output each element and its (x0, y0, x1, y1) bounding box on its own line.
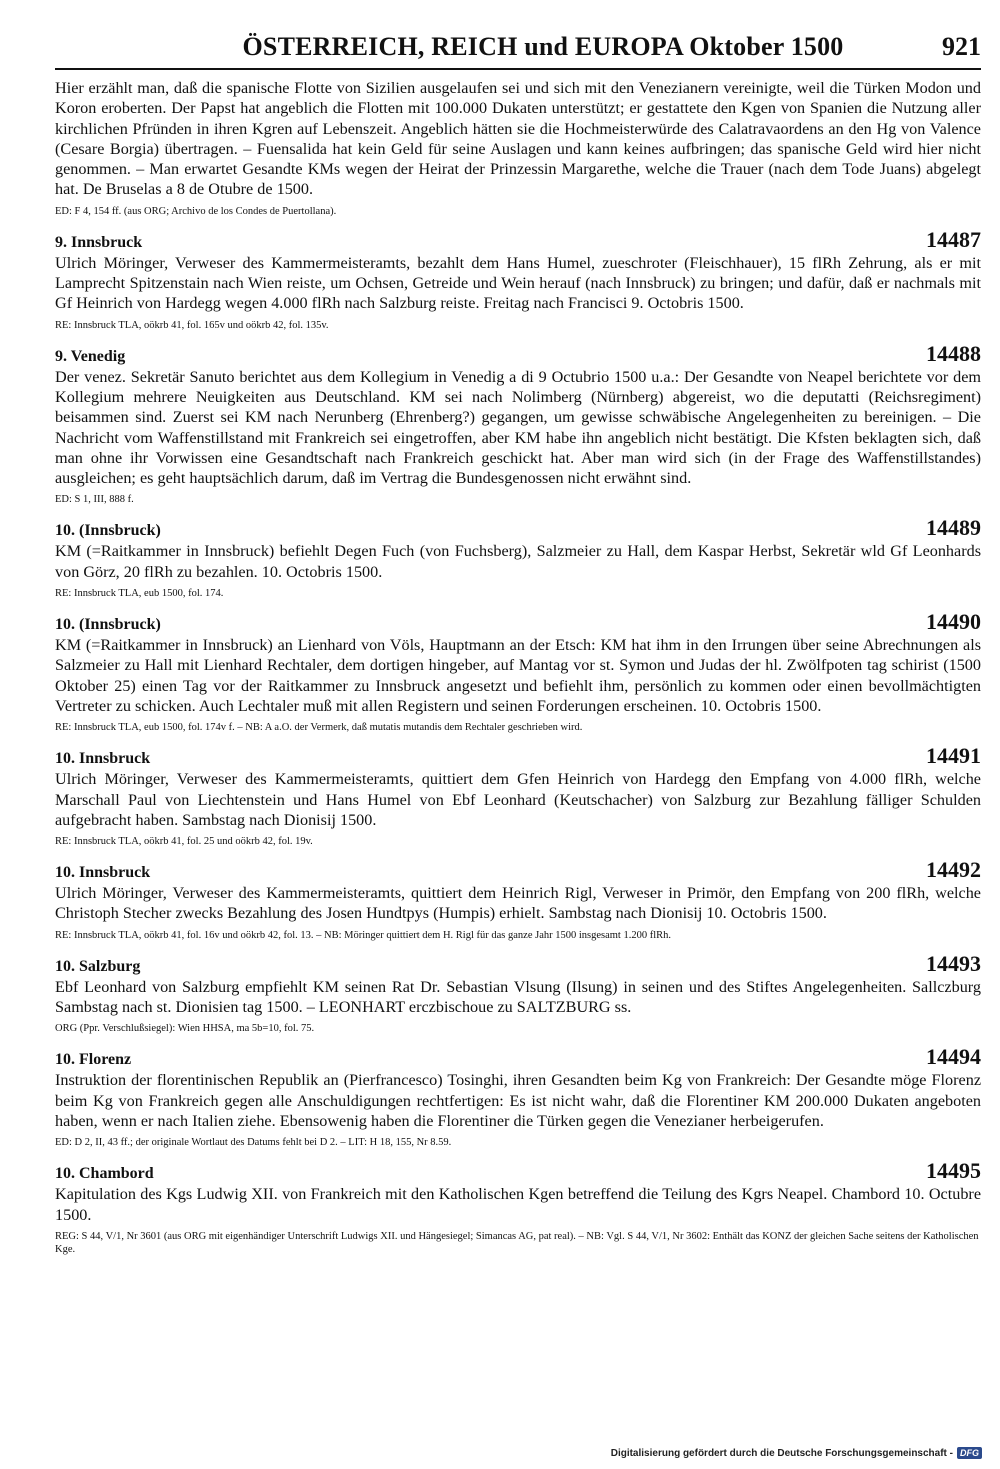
entry-head (55, 1044, 981, 1070)
entry-14491 (55, 743, 981, 848)
entry-place: 10. Salzburg (55, 957, 141, 975)
running-head (55, 32, 981, 70)
entry-text: Ulrich Möringer, Verweser des Kammermeisteramts, quittiert dem Gfen Heinrich von Hardegg den Empfang von 4.000 flRh, welche Marschall Paul von Liechtenstein und Hans Humel von Ebf Leonhard (Keutschacher) von Salzburg zur Bezahlung fälliger Schulden aufgebracht haben. Sambstag nach Dionisij 1500. (55, 770, 981, 829)
entry-14494 (55, 1044, 981, 1149)
entry-head (55, 743, 981, 769)
footer-credit (611, 1447, 982, 1459)
intro-text: Hier erzählt man, daß die spanische Flotte von Sizilien ausgelaufen sei und sich mit den Venezianern vereinigte, weil die Türken Modon und Koron eroberten. Der Papst hat angeblich die Flotten mit 100.000 Dukaten unterstützt; er gestattete den Kgen von Spanien die Nutzung aller kirchlichen Pfründen in ihren Kgren auf Lebenszeit. Angeblich hätten sie die Hochmeisterwürde des Calatravaordens an den Hg von Valence (Cesare Borgia) übertragen. – Fuensalida hat kein Geld für seine Auslagen und kann keines aufbringen; das spanische Geld wird hier nicht genommen. – Man erwartet Gesandte KMs wegen der Heirat der Prinzessin Margarethe, welche die Trauer (nach dem Tode Juans) abgelegt hat. De Bruselas a 8 de Otubre de 1500. (55, 79, 981, 199)
entry-14493 (55, 950, 981, 1036)
entry-place: 10. (Innsbruck) (55, 522, 161, 540)
entry-place: 10. Innsbruck (55, 864, 151, 882)
entry-text: Kapitulation des Kgs Ludwig XII. von Frankreich mit den Katholischen Kgen betreffend die Teilung des Kgrs Neapel. Chambord 10. Octubre 1500. (55, 1185, 981, 1224)
page-number: 921 (942, 32, 981, 61)
entry-source: RE: Innsbruck TLA, oökrb 41, fol. 165v und oökrb 42, fol. 135v. (55, 319, 329, 331)
entry-text: Instruktion der florentinischen Republik an (Pierfrancesco) Tosinghi, ihren Gesandten beim Kg von Frankreich: Der Gesandte möge Florenz beim Kg von Frankreich gegen alle Anschuldigungen rechtfertigen: Es ist nicht wahr, daß die Florentiner KM 200.000 Dukaten angeboten haben, wenn er nach Italien ziehe. Ebensowenig haben die Florentiner die Türken gegen die Venezianer herbeigerufen. (55, 1071, 981, 1130)
entry-14490 (55, 609, 981, 734)
entry-source: RE: Innsbruck TLA, eub 1500, fol. 174. (55, 588, 224, 600)
entry-source: REG: S 44, V/1, Nr 3601 (aus ORG mit eigenhändiger Unterschrift Ludwigs XII. und Hängesiegel; Simancas AG, pat real). – NB: Vgl. S 44, V/1, Nr 3602: Enthält das KONZ der gleichen Sache seitens der Katholischen Kge. (55, 1230, 979, 1255)
entry-place: 9. Innsbruck (55, 233, 143, 251)
entry-number: 14495 (926, 1158, 981, 1184)
entry-number: 14487 (926, 226, 981, 252)
entry-head (55, 609, 981, 635)
footer-text: Digitalisierung gefördert durch die Deutsche Forschungsgemeinschaft - (610, 1447, 953, 1459)
entry-14488 (55, 340, 981, 507)
document-page (55, 32, 981, 1256)
entry-text: Ulrich Möringer, Verweser des Kammermeisteramts, bezahlt dem Hans Humel, zueschroter (Fleischhauer), 15 flRh Zehrung, als er mit Lamprecht Spitzenstain nach Wien reiste, um Ochsen, Getreide und Wein herauf (nach Innsbruck) zu bringen; und dafür, daß er nachmals mit Gf Heinrich von Hardegg wegen 4.000 flRh nach Salzburg reiste. Freitag nach Francisci 9. Octobris 1500. (55, 253, 981, 313)
dfg-logo: DFG (957, 1447, 982, 1459)
intro-source: ED: F 4, 154 ff. (aus ORG; Archivo de los Condes de Puertollana). (55, 205, 337, 217)
entry-head (55, 1158, 981, 1184)
entry-source: RE: Innsbruck TLA, oökrb 41, fol. 16v und oökrb 42, fol. 13. – NB: Möringer quittiert dem H. Rigl für das ganze Jahr 1500 insgesamt 1.200 flRh. (55, 929, 672, 941)
entry-number: 14494 (926, 1044, 981, 1070)
entry-head (55, 857, 981, 883)
entry-number: 14490 (926, 609, 981, 635)
entry-number: 14491 (926, 743, 981, 769)
entry-place: 10. (Innsbruck) (55, 616, 161, 634)
entry-place: 10. Innsbruck (55, 750, 151, 768)
entry-14492 (55, 857, 981, 942)
entry-source: RE: Innsbruck TLA, eub 1500, fol. 174v f. – NB: A a.O. der Vermerk, daß mutatis mutandis dem Rechtaler geschrieben wird. (55, 722, 583, 734)
entry-text: Ebf Leonhard von Salzburg empfiehlt KM seinen Rat Dr. Sebastian Vlsung (Ilsung) in seinen und des Stiftes Angelegenheiten. Sallczburg Sambstag nach st. Dionisien tag 1500. – LEONHART erczbischoue zu SALTZBURG ss. (55, 977, 981, 1017)
entry-head (55, 950, 981, 977)
entry-source: ORG (Ppr. Verschlußsiegel): Wien HHSA, ma 5b=10, fol. 75. (55, 1023, 315, 1035)
entry-head (55, 226, 981, 253)
entry-source: ED: S 1, III, 888 f. (55, 494, 134, 506)
entry-14489 (55, 515, 981, 600)
entry-number: 14488 (926, 340, 981, 366)
entry-14495 (55, 1158, 981, 1256)
entry-text: KM (=Raitkammer in Innsbruck) befiehlt Degen Fuch (von Fuchsberg), Salzmeier zu Hall, dem Kaspar Herbst, Sekretär wld Gf Leonhards von Görz, 20 flRh zu bezahlen. 10. Octobris 1500. (55, 542, 981, 581)
entry-text: Der venez. Sekretär Sanuto berichtet aus dem Kollegium in Venedig a di 9 Octubrio 1500 u.a.: Der Gesandte von Neapel berichtete vor dem Kollegium mehrere Neuigkeiten aus Deutschland. KM sei nach Nolimberg (Nürnberg) abgereist, wo die deputatti (Reichsregiment) beisammen sind. Zuerst sei KM nach Nerunberg (Ehrenberg?) gegangen, um gewisse schwäbische Angelegenheiten zu bereinigen. – Die Nachricht vom Waffenstillstand mit Frankreich sei eingetroffen, aber KM habe ihn angeblich nicht bestätigt. Die Kfsten beklagten sich, daß man ohne ihr Vorwissen eine Gesandtschaft nach Frankreich geschickt hat. Aber man wird sich (in der Frage des Waffenstillstandes) ausgleichen; es geht hauptsächlich darum, daß im Vertrag die Bundesgenossen nicht erwähnt sind. (55, 367, 981, 488)
entry-number: 14492 (926, 857, 981, 883)
entry-source: RE: Innsbruck TLA, oökrb 41, fol. 25 und oökrb 42, fol. 19v. (55, 836, 313, 848)
entry-text: KM (=Raitkammer in Innsbruck) an Lienhard von Völs, Hauptmann an der Etsch: KM hat ihm in den Irrungen über seine Abrechnungen als Salzmeier zu Hall mit Lienhard Rechtaler, dem dortigen hingeber, auf Mantag vor st. Symon und Judas der hl. Zwölfpoten tag schirist (1500 Oktober 25) einen Tag vor der Raitkammer zu Innsbruck angesetzt und befiehlt ihm, persönlich zu kommen oder einen bevollmächtigten Vertreter zu schicken. Auch Lechtaler muß mit allen Registern und seinen Forderungen erscheinen. 10. Octobris 1500. (55, 636, 981, 715)
entry-head (55, 340, 981, 367)
entry-number: 14489 (926, 515, 981, 541)
entry-place: 9. Venedig (55, 347, 126, 365)
entry-place: 10. Chambord (55, 1165, 154, 1183)
entry-text: Ulrich Möringer, Verweser des Kammermeisteramts, quittiert dem Heinrich Rigl, Verweser in Primör, den Empfang von 200 flRh, welche Christoph Stecher zwecks Bezahlung des Josen Hundtpys (Humpis) erhielt. Sambstag nach Dionisij 10. Octobris 1500. (55, 884, 981, 923)
intro-block (55, 78, 981, 218)
entry-14487 (55, 226, 981, 332)
entry-source: ED: D 2, II, 43 ff.; der originale Wortlaut des Datums fehlt bei D 2. – LIT: H 18, 155, Nr 8.59. (55, 1137, 452, 1149)
entry-head (55, 515, 981, 541)
page-title: ÖSTERREICH, REICH und EUROPA Oktober 1500 (242, 32, 844, 61)
entry-number: 14493 (926, 950, 981, 976)
entry-place: 10. Florenz (55, 1051, 132, 1069)
